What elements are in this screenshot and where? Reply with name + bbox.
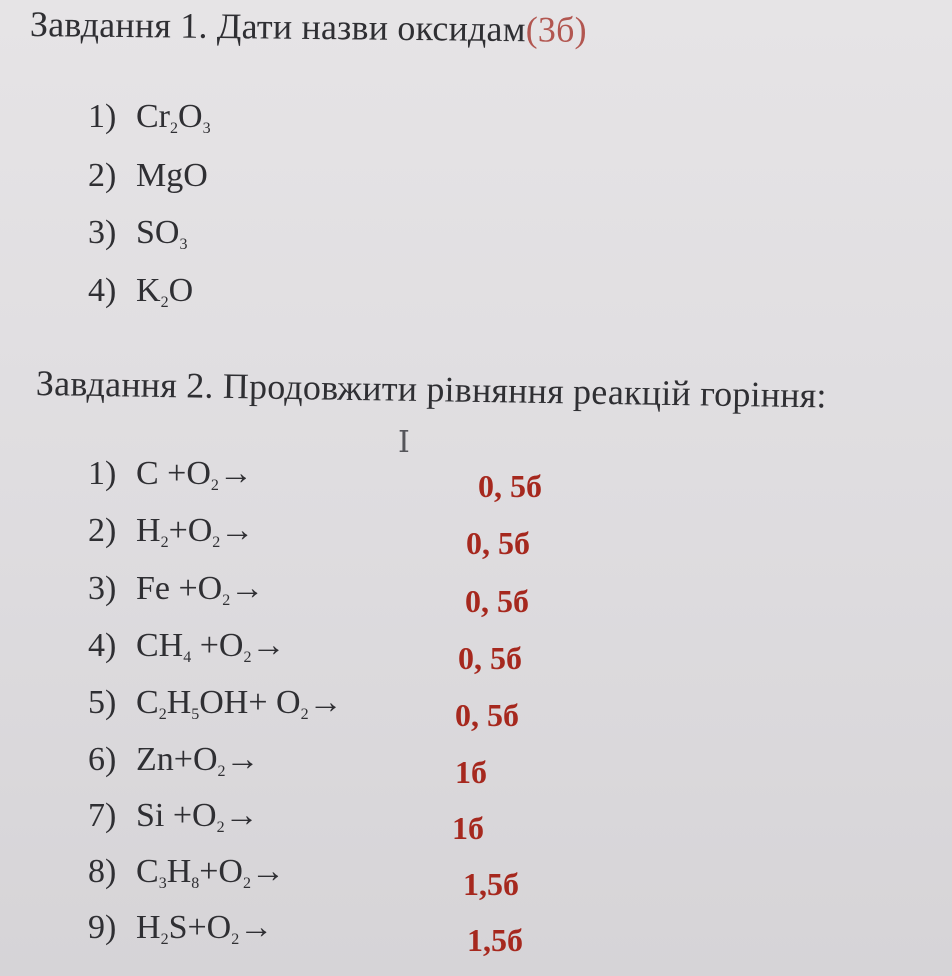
formula-text: → xyxy=(218,455,253,492)
formula-text: SO xyxy=(136,214,180,251)
item-number: 6) xyxy=(88,741,117,778)
formula-subscript: 2 xyxy=(222,592,231,609)
task2-item xyxy=(88,853,285,891)
formula-text: MgO xyxy=(136,157,208,194)
item-number: 1) xyxy=(88,98,117,135)
formula-text: +O xyxy=(199,853,243,890)
item-number: 7) xyxy=(88,797,117,834)
points-value: 1,5б xyxy=(463,866,519,902)
formula-subscript: 4 xyxy=(183,649,192,666)
formula-subscript: 5 xyxy=(191,706,200,723)
formula-text: C +O xyxy=(136,455,211,492)
item-number: 4) xyxy=(88,272,117,309)
task1-title: Завдання 1. Дати назви оксидам xyxy=(29,4,526,50)
formula-text: → xyxy=(250,853,285,890)
formula-text: OH+ O xyxy=(199,684,301,721)
formula-text: → xyxy=(224,797,259,834)
task1-item xyxy=(88,157,208,195)
formula-text: H xyxy=(136,512,161,549)
task2-heading xyxy=(36,362,827,416)
item-number: 8) xyxy=(88,853,117,890)
formula-text: → xyxy=(220,512,255,549)
formula-subscript: 2 xyxy=(160,294,169,311)
points-value: 0, 5б xyxy=(458,640,522,676)
formula-text: Cr xyxy=(136,98,170,135)
formula-text: → xyxy=(230,570,265,607)
formula-subscript: 2 xyxy=(243,649,252,666)
formula-subscript: 2 xyxy=(210,477,219,494)
formula-subscript: 3 xyxy=(158,875,167,892)
formula-text: Si +O xyxy=(136,797,217,834)
formula-subscript: 3 xyxy=(179,236,188,253)
points-value: 0, 5б xyxy=(455,697,519,733)
task2-item xyxy=(88,909,273,947)
task2-item xyxy=(88,627,285,665)
formula-text: C xyxy=(136,853,159,890)
task1-heading xyxy=(30,3,587,51)
formula-text: H xyxy=(166,684,192,721)
item-number: 3) xyxy=(88,570,117,607)
formula-subscript: 3 xyxy=(202,120,211,137)
task2-title: Завдання 2. Продовжити рівняння реакцій горіння: xyxy=(35,363,827,416)
formula-text: C xyxy=(136,684,159,721)
item-number: 4) xyxy=(88,627,117,664)
formula-text: +O xyxy=(191,627,244,664)
text-cursor-icon: I xyxy=(398,425,410,460)
item-number: 5) xyxy=(88,684,117,721)
formula-subscript: 2 xyxy=(212,534,221,551)
task2-item xyxy=(88,512,254,550)
formula-text: +O xyxy=(168,512,213,549)
formula-text: → xyxy=(308,684,343,721)
formula-subscript: 2 xyxy=(170,120,178,137)
task2-item xyxy=(88,455,253,493)
formula-subscript: 2 xyxy=(160,931,169,948)
formula-text: H xyxy=(166,853,192,890)
formula-subscript: 8 xyxy=(191,875,200,892)
formula-text: S+O xyxy=(168,909,232,946)
item-number: 1) xyxy=(88,455,117,492)
formula-subscript: 2 xyxy=(160,534,169,551)
formula-text: O xyxy=(168,272,194,309)
formula-text: Fe +O xyxy=(136,570,223,607)
task1-item xyxy=(88,98,211,136)
item-number: 2) xyxy=(88,512,117,549)
formula-subscript: 2 xyxy=(300,706,309,723)
points-value: 1,5б xyxy=(467,922,523,958)
formula-text: CH xyxy=(136,627,184,664)
formula-subscript: 2 xyxy=(231,931,240,948)
formula-text: → xyxy=(225,741,260,778)
points-value: 0, 5б xyxy=(478,468,542,504)
formula-text: Zn+O xyxy=(136,741,218,778)
formula-subscript: 2 xyxy=(242,875,251,892)
item-number: 9) xyxy=(88,909,117,946)
points-value: 0, 5б xyxy=(465,583,529,619)
task2-item xyxy=(88,684,343,722)
task1-points: (3б) xyxy=(525,9,588,50)
formula-subscript: 2 xyxy=(216,819,225,836)
formula-text: K xyxy=(136,272,161,309)
formula-text: → xyxy=(251,627,286,664)
item-number: 2) xyxy=(88,157,117,194)
task1-item xyxy=(88,272,193,310)
points-value: 0, 5б xyxy=(466,525,530,561)
formula-subscript: 2 xyxy=(158,706,167,723)
points-value: 1б xyxy=(452,810,484,846)
task2-item xyxy=(88,570,264,608)
formula-text: → xyxy=(239,909,274,946)
task2-item xyxy=(88,797,259,835)
formula-subscript: 2 xyxy=(217,763,226,780)
task2-item xyxy=(88,741,260,779)
points-value: 1б xyxy=(455,754,487,790)
formula-text: H xyxy=(136,909,161,946)
formula-text: O xyxy=(178,98,203,135)
item-number: 3) xyxy=(88,214,117,251)
task1-item xyxy=(88,214,187,252)
